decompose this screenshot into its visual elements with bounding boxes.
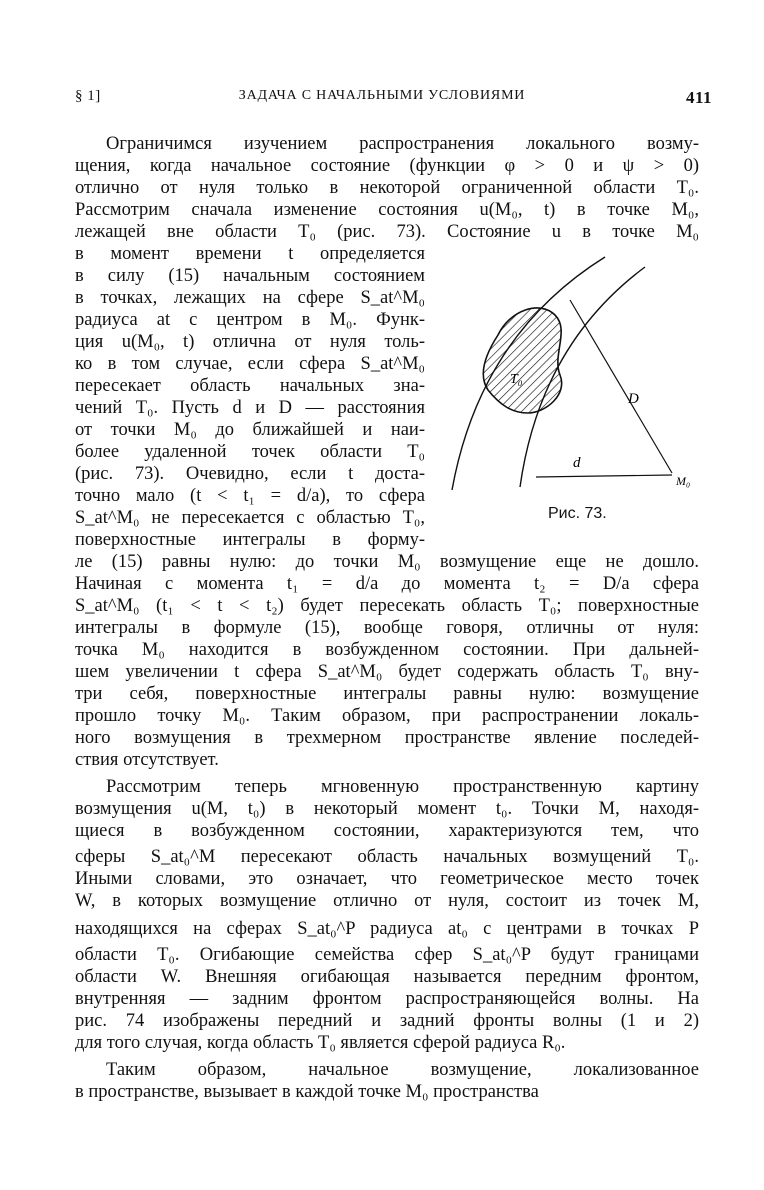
text-line: возмущения u(M, t₀) в некоторый момент t₀. Точки M, находя- xyxy=(75,799,699,819)
text-line: W, в которых возмущение отлично от нуля, состоит из точек M, xyxy=(75,891,699,911)
page-number: 411 xyxy=(685,88,712,107)
text-line: щиеся в возбужденном состоянии, характеризуются тем, что xyxy=(75,821,699,841)
text-line: Начиная с момента t₁ = d/a до момента t₂ = D/a сфера xyxy=(75,574,699,594)
text-line: сферы S_at₀^M пересекают область начальных возмущений T₀. xyxy=(75,847,699,867)
text-line: ле (15) равны нулю: до точки M₀ возмущение еще не дошло. xyxy=(75,552,699,572)
text-line: области W. Внешняя огибающая называется передним фронтом, xyxy=(75,967,699,987)
text-line: ко в том случае, если сфера S_at^M₀ xyxy=(75,354,425,374)
figure-73 xyxy=(440,255,710,515)
text-line: рис. 74 изображены передний и задний фронты волны (1 и 2) xyxy=(75,1011,699,1031)
text-line: интегралы в формуле (15), вообще говоря, отличны от нуля: xyxy=(75,618,699,638)
point-label: M₀ xyxy=(676,474,691,488)
text-line: Рассмотрим сначала изменение состояния u(M₀, t) в точке M₀, xyxy=(75,200,699,220)
text-line: от точки M₀ до ближайшей и наи- xyxy=(75,420,425,440)
text-line: находящихся на сферах S_at₀^P радиуса at₀ с центрами в точках P xyxy=(75,919,699,939)
text-line: отлично от нуля только в некоторой ограниченной области T₀. xyxy=(75,178,699,198)
text-line: поверхностные интегралы в форму- xyxy=(75,530,425,550)
text-line: для того случая, когда область T₀ является сферой радиуса R₀. xyxy=(75,1033,566,1053)
text-line: радиуса at с центром в M₀. Функ- xyxy=(75,310,425,330)
text-line: лежащей вне области T₀ (рис. 73). Состояние u в точке M₀ xyxy=(75,222,699,242)
text-line: точка M₀ находится в возбужденном состоянии. При дальней- xyxy=(75,640,699,660)
text-line: ция u(M₀, t) отлична от нуля толь- xyxy=(75,332,425,352)
text-line: в точках, лежащих на сфере S_at^M₀ xyxy=(75,288,425,308)
line-near-d xyxy=(536,475,672,477)
running-title: ЗАДАЧА С НАЧАЛЬНЫМИ УСЛОВИЯМИ xyxy=(238,88,526,103)
text-line: Рассмотрим теперь мгновенную пространственную картину xyxy=(106,777,699,797)
label-far: D xyxy=(628,391,639,407)
text-line: Таким образом, начальное возмущение, локализованное xyxy=(106,1060,699,1080)
text-line: чений T₀. Пусть d и D — расстояния xyxy=(75,398,425,418)
region-label: T₀ xyxy=(510,372,523,387)
text-line: пересекает область начальных зна- xyxy=(75,376,425,396)
text-line: внутренняя — задним фронтом распространяющейся волны. На xyxy=(75,989,699,1009)
text-line: три себя, поверхностные интегралы равны нулю: возмущение xyxy=(75,684,699,704)
text-line: более удаленной точек области T₀ xyxy=(75,442,425,462)
text-line: точно мало (t < t₁ = d/a), то сфера xyxy=(75,486,425,506)
text-line: шем увеличении t сфера S_at^M₀ будет содержать область T₀ вну- xyxy=(75,662,699,682)
line-far-d xyxy=(570,300,672,473)
text-line: щения, когда начальное состояние (функции φ > 0 и ψ > 0) xyxy=(75,156,699,176)
text-line: в силу (15) начальным состоянием xyxy=(75,266,425,286)
text-line: S_at^M₀ (t₁ < t < t₂) будет пересекать область T₀; поверхностные xyxy=(75,596,699,616)
text-line: в момент времени t определяется xyxy=(75,244,425,264)
text-line: Иными словами, это означает, что геометрическое место точек xyxy=(75,869,699,889)
text-line: S_at^M₀ не пересекается с областью T₀, xyxy=(75,508,425,528)
text-line: области T₀. Огибающие семейства сфер S_at₀^P будут границами xyxy=(75,945,699,965)
text-line: (рис. 73). Очевидно, если t доста- xyxy=(75,464,425,484)
region-t0 xyxy=(483,308,561,413)
text-line: ствия отсутствует. xyxy=(75,750,219,770)
label-near: d xyxy=(573,455,581,471)
text-line: в пространстве, вызывает в каждой точке M₀ пространства xyxy=(75,1082,539,1102)
text-line: ного возмущения в трехмерном пространстве явление последей- xyxy=(75,728,699,748)
text-line: Ограничимся изучением распространения локального возму- xyxy=(106,134,699,154)
figure-caption: Рис. 73. xyxy=(548,505,607,522)
text-line: прошло точку M₀. Таким образом, при распространении локаль- xyxy=(75,706,699,726)
section-ref: § 1] xyxy=(75,88,101,104)
